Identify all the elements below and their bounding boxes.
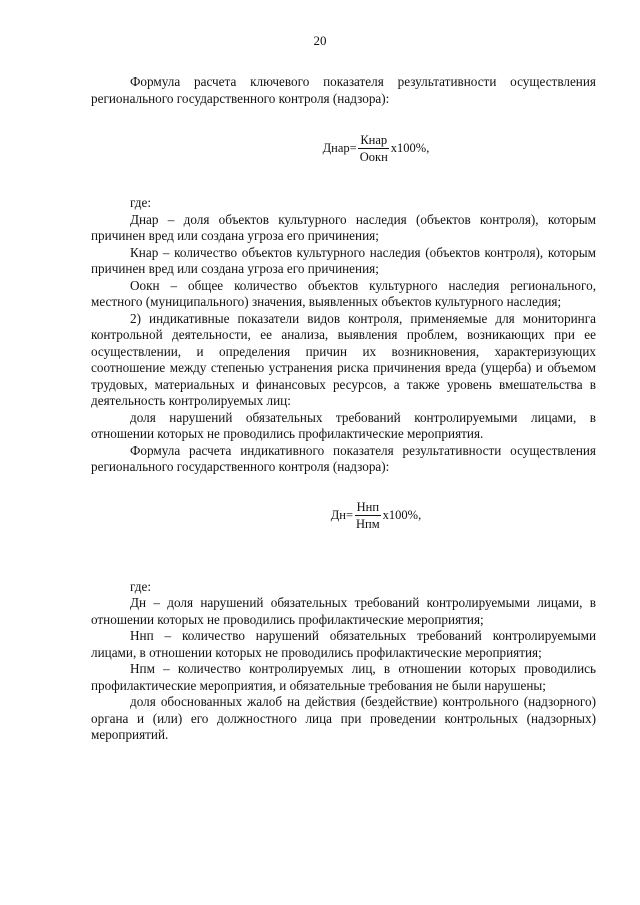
paragraph-dnar-def: Днар – доля объектов культурного наследия (объектов контроля), которым причинен вред или создана угроза его причинения; (91, 211, 596, 243)
formula-dn-denominator: Нпм (356, 517, 380, 531)
formula-dn-fraction (354, 500, 382, 531)
formula-dnar (91, 119, 596, 177)
formula-dn-tail: , (418, 508, 422, 523)
paragraph-violations-share: доля нарушений обязательных требований контролируемыми лицами, в отношении которых не проводились профилактические мероприятия. (91, 409, 596, 441)
formula-dnar-suffix: x100% (390, 140, 427, 155)
paragraph-indicative-indicators: 2) индикативные показатели видов контроля, применяемые для мониторинга контрольной деятельности, ее анализа, выявления проблем, возникающих при ее осуществлении, и определения причин их возникновения, характеризующих соотношение между степенью устранения риска причинения вреда (ущерба) и объемом трудовых, материальных и финансовых ресурсов, а также уровень вмешательства в деятельность контролируемых лиц: (91, 310, 596, 408)
formula-dnar-fraction (358, 133, 390, 164)
formula-dn (91, 493, 596, 539)
paragraph-formula-intro-1: Формула расчета ключевого показателя результативности осуществления регионального государственного контроля (надзора): (91, 74, 596, 106)
formula-dn-numerator: Ннп (356, 500, 380, 514)
document-body (91, 74, 596, 744)
formula-dnar-numerator: Кнар (360, 132, 388, 147)
paragraph-formula-intro-2: Формула расчета индикативного показателя результативности осуществления регионального государственного контроля (надзора): (91, 442, 596, 474)
formula-dn-suffix: x100% (382, 508, 419, 523)
formula-dn-lhs: Дн= (330, 508, 354, 523)
page-number: 20 (313, 33, 327, 48)
paragraph-nnp-def: Ннп – количество нарушений обязательных требований контролируемыми лицами, в отношении которых не проводились профилактические мероприятия; (91, 628, 596, 660)
paragraph-where-2: где: (130, 578, 151, 594)
paragraph-ookn-def: Оокн – общее количество объектов культурного наследия регионального, местного (муниципального) значения, выявленных объектов культурного наследия; (91, 277, 596, 309)
paragraph-where-1: где: (130, 195, 151, 210)
formula-dnar-lhs: Днар= (322, 140, 357, 155)
formula-dnar-denominator: Оокн (359, 149, 388, 164)
paragraph-complaints-share: доля обоснованных жалоб на действия (бездействие) контрольного (надзорного) органа и (или) его должностного лица при проведении контрольных (надзорных) мероприятий. (91, 694, 596, 742)
formula-dnar-tail: , (426, 140, 430, 155)
paragraph-knar-def: Кнар – количество объектов культурного наследия (объектов контроля), которым причинен вред или создана угроза его причинения; (91, 244, 596, 276)
paragraph-dn-def: Дн – доля нарушений обязательных требований контролируемыми лицами, в отношении которых не проводились профилактические мероприятия; (91, 595, 596, 627)
paragraph-npm-def: Нпм – количество контролируемых лиц, в отношении которых проводились профилактические мероприятия, и обязательные требования не были нарушены; (91, 661, 596, 693)
